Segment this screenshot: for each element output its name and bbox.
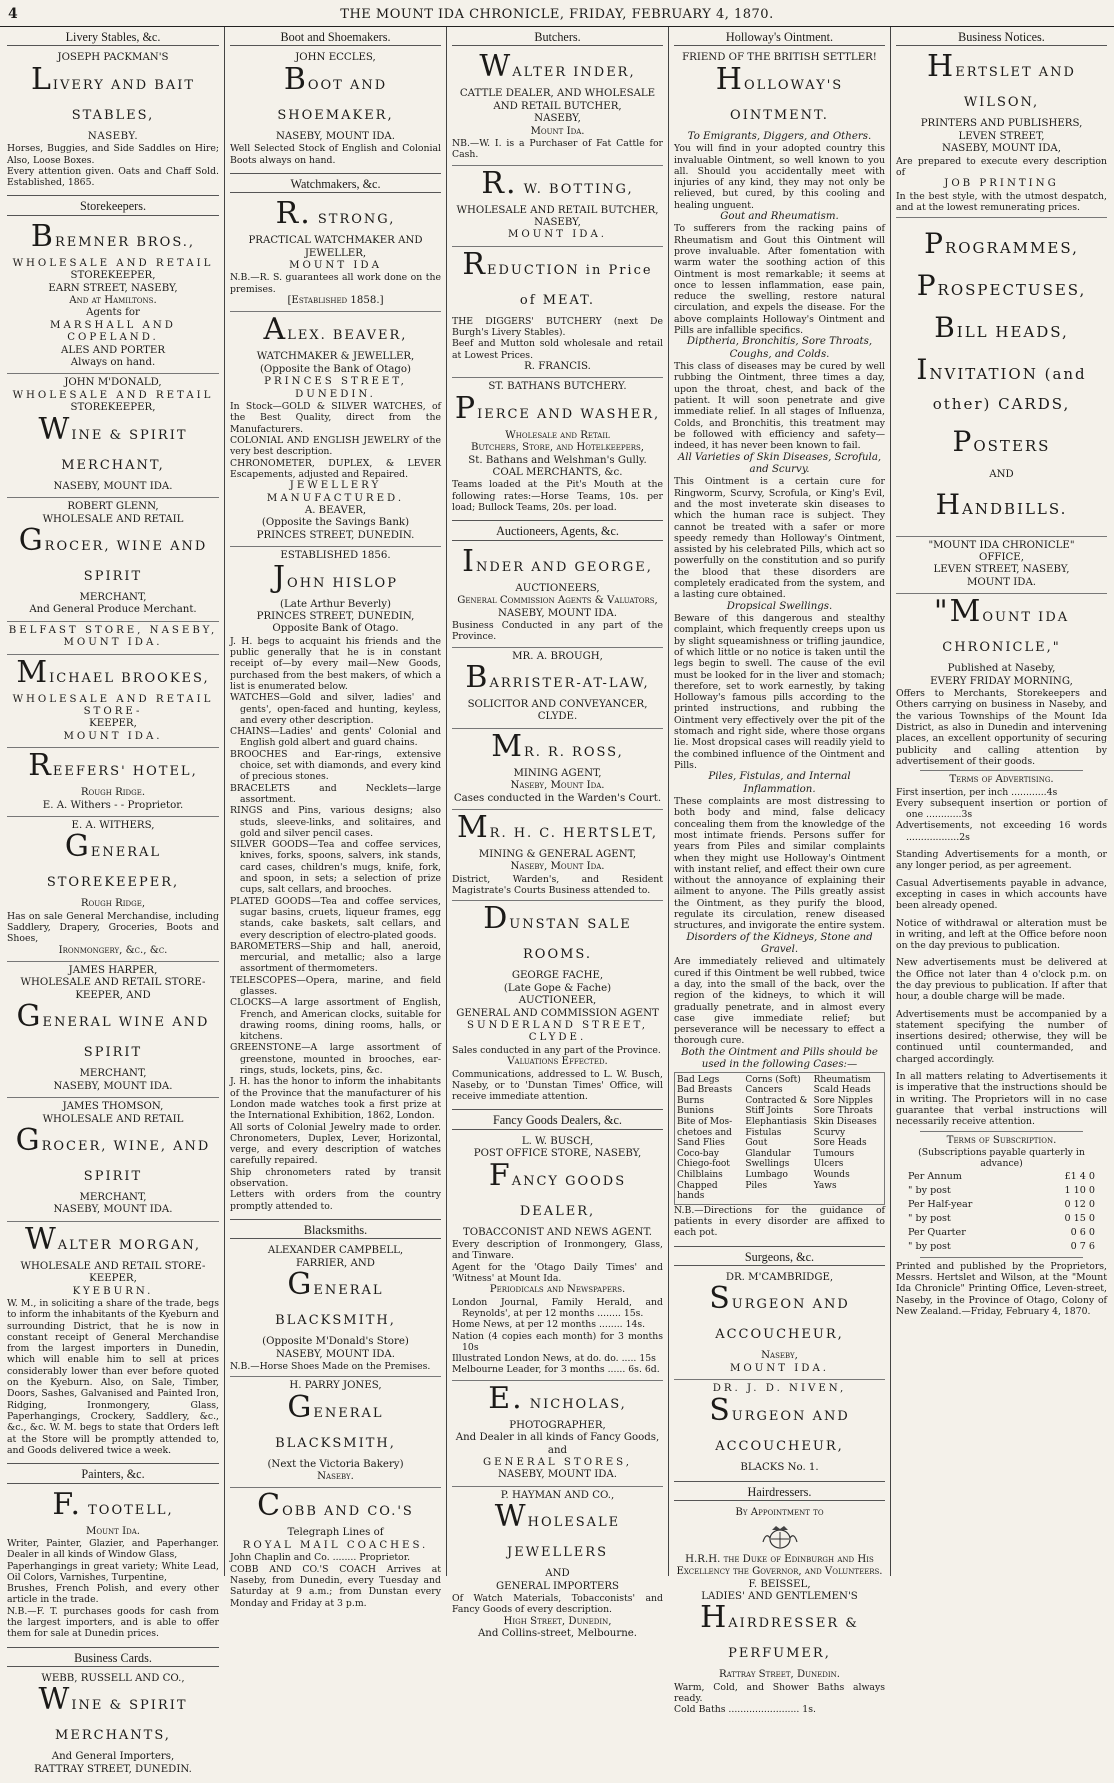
list-item: Melbourne Leader, for 3 months ...... 6s. 6d. [452,1364,660,1376]
table-cell: Tumours [813,1148,855,1159]
table-cell: Wounds [813,1169,850,1180]
list-item: BROOCHES and Ear-rings, extensive choice, set with diamonds, and every kind of precious stones. [230,748,441,783]
subscription-row: Per Annum £1 4 0 [908,1170,1095,1182]
section-heading: Business Cards. [7,1652,219,1667]
table-cell: Lumbago [745,1169,788,1180]
table-cell: Contracted & [745,1095,808,1106]
table-cell: Corns (Soft) [745,1074,801,1085]
page-header [0,0,1114,27]
table-cell: Chapped hands [677,1180,718,1202]
column-3 [446,27,668,1639]
advert: By Appointment to H.R.H. the Duke of Edinburgh and His Excellency the Governor, and Volunteers. F. BEISSEL, LADIES' AND GENTLEMEN'S HAIRDRESSER & PERFUMER, Rattray Street, Dunedin. Warm, Cold, and Shower Baths always ready. Cold Baths ........................ 1s. [674,1507,885,1716]
table-cell: Chilblains [677,1169,723,1180]
list-item: BRACELETS and Necklets—large assortment. [230,782,441,805]
section-heading: Painters, &c. [7,1468,219,1483]
list-item: Home News, at per 12 months ........ 14s. [452,1319,646,1331]
surgeons-section [674,1246,885,1481]
advert: DUNSTAN SALE ROOMS. GEORGE FACHE, (Late Gope & Fache) AUCTIONEER, GENERAL AND COMMISSION AGENT SUNDERLAND STREET, CLYDE. Sales conducted in any part of the Province. Valuations Effected. Communications, addressed to L. W. Busch, Naseby, or to 'Dunstan Times' Office, will receive immediate attention. [452,900,663,1106]
table-cell: Bunions [677,1106,714,1117]
table-cell: Scurvy [813,1127,846,1138]
table-cell: Elephantiasis [745,1116,807,1127]
advert: JOHN ECCLES, BOOT AND SHOEMAKER, NASEBY, MOUNT IDA. Well Selected Stock of English and Colonial Boots always on hand. [230,52,441,166]
table-cell: Glandular [745,1148,791,1159]
advert: MR. H. C. HERTSLET, MINING & GENERAL AGENT, Naseby, Mount Ida. District, Warden's, and Resident Magistrate's Courts Business attended to. [452,809,663,900]
advert: JAMES HARPER, WHOLESALE AND RETAIL STORE-KEEPER, AND GENERAL WINE AND SPIRIT MERCHANT, NASEBY, MOUNT IDA. [7,961,219,1097]
column-2 [224,27,446,1609]
table-cell: Sore Throats [813,1106,873,1117]
advert: FRIEND OF THE BRITISH SETTLER! HOLLOWAY'S OINTMENT. To Emigrants, Diggers, and Others. You will find in your adopted country this invaluable Ointment, so well known to you all. Should you accidentally meet with injuries of any kind, they may not only be relieved, but cured, by this cooling and healing unguent. Gout and Rheumatism. To sufferers from the racking pains of Rheumatism and Gout this Ointment will prove invaluable. After fomentation with warm water the soothing action of this Ointment is most remarkable; it seems at once to lessen inflammation, ease pain, reduce the swelling, restore natural circulation, and expels the disease. For the above complaints Holloway's Ointment and Pills are infallible specifics. Diptheria, Bronchitis, Sore Throats, Coughs, and Colds. This class of diseases may be cured by well rubbing the Ointment, three times a day, upon the throat, chest, and back of the patient. It will soon penetrate and give immediate relief. In all stages of Influenza, Colds, and Bronchitis, this treatment may be followed with efficiency and safety—indeed, it has never been known to fail. All Varieties of Skin Diseases, Scrofula, and Scurvy. This Ointment is a certain cure for Ringworm, Scurvy, Scrofula, or King's Evil, and the most inveterate skin diseases to which the human race is subject. They cannot be treated with a safer or more speedy remedy than Holloway's Ointment, assisted by his celebrated Pills, which act so powerfully on the constitution and so purify the blood that these disorders are completely eradicated from the system, and a lasting cure obtained. Dropsical Swellings. Beware of this dangerous and stealthy complaint, which frequently creeps upon us by slight squeamishness or trifling jaundice, of which little or no notice is taken until the legs begin to swell. The cause of the evil must be looked for in the liver and stomach; therefore, set to work earnestly, by taking Holloway's famous pills according to the printed instructions, and rubbing the Ointment very effectively over the pit of the stomach and right side, where those organs lie. Most dropsical cases will readily yield to the combined influence of the Ointment and Pills. Piles, Fistulas, and Internal Inflammation. These complaints are most distressing to both body and mind, false delicacy concealing them from the knowledge of the most intimate friends. Persons suffer for years from Piles and similar complaints when they might use Holloway's Ointment with instant relief, and effect their own cure without the annoyance of explaining their ailment to anyone. The Pills greatly assist the Ointment, as they purify the blood, regulate its circulation, renew diseased structures, and invigorate the entire system. Disorders of the Kidneys, Stone and Gravel. Are immediately relieved and ultimately cured if this Ointment be well rubbed, twice a day, into the small of the back, over the region of the kidneys, to which it will gradually penetrate, and in almost every case give immediate relief; but perseverance will be necessary to effect a thorough cure. Both the Ointment and Pills should be used in the following Cases:— Bad Legs Corns (Soft) Rheumatism Bad Breasts Cancers Scald Heads Burns Contracted & Sore Nipples Bunions Stiff Joints Sore Throats Bite of Mos- Elephantiasis Skin Diseases chetoes and Fistulas Scurvy Sand Flies Gout Sore Heads Coco-bay Glandular Tumours Chiego-foot Swellings Ulcers Chilblains Lumbago Wounds Chapped hands Piles Yaws N.B.—Directions for the guidance of patients in every disorder are affixed to each pot. [674,52,885,1239]
table-cell: Gout [745,1138,768,1149]
advert: ROBERT GLENN, WHOLESALE AND RETAIL GROCER, WINE AND SPIRIT MERCHANT, And General Produce Merchant. [7,497,219,621]
advert: ALEX. BEAVER, WATCHMAKER & JEWELLER, (Opposite the Bank of Otago) PRINCES STREET, DUNEDIN. In Stock—GOLD & SILVER WATCHES, of the Best Quality, direct from the Manufacturers. COLONIAL AND ENGLISH JEWELRY of the very best description. CHRONOMETER, DUPLEX, & LEVER Escapements, adjusted and Repaired. JEWELLERY MANUFACTURED. A. BEAVER, (Opposite the Savings Bank) PRINCES STREET, DUNEDIN. [230,311,441,546]
advert: DR. J. D. NIVEN, SURGEON AND ACCOUCHEUR, BLACKS No. 1. [674,1379,885,1478]
section-heading: Blacksmiths. [230,1224,441,1239]
column-1 [2,27,224,1775]
painters-section [7,1463,219,1646]
ailments-table [674,1072,885,1205]
table-cell: chetoes and [677,1127,732,1138]
boot-section [230,27,441,173]
subscription-row: " by post 1 10 0 [908,1184,1095,1196]
advert: MR. R. ROSS, MINING AGENT, Naseby, Mount Ida. Cases conducted in the Warden's Court. [452,728,663,809]
fancy-goods-section [452,1109,663,1647]
table-cell: Fistulas [745,1127,782,1138]
page-number: 4 [8,6,18,22]
running-title: THE MOUNT IDA CHRONICLE, FRIDAY, FEBRUARY 4, 1870. [340,7,774,22]
subscription-row: Per Half-year 0 12 0 [908,1198,1095,1210]
section-heading: Business Notices. [896,31,1107,46]
table-cell: Bad Legs [677,1074,720,1085]
list-item: RINGS and Pins, various designs; also studs, sleeve-links, and solitaires, and gold and silver pencil cases. [230,805,441,839]
advert: WEBB, RUSSELL AND CO., WINE & SPIRIT MERCHANTS, And General Importers, RATTRAY STREET, DUNEDIN. [34,1673,192,1775]
advert: INDER AND GEORGE, AUCTIONEERS, General Commission Agents & Valuators, NASEBY, MOUNT IDA. Business Conducted in any part of the Province. [452,543,663,643]
advert: F. TOOTELL, Mount Ida. Writer, Painter, Glazier, and Paperhanger. Dealer in all kinds of Window Glass, Paperhangings in great variety; White Lead, Oil Colors, Varnishes, Turpentine, Brushes, French Polish, and every other article in the trade. N.B.—F. T. purchases goods for cash from the largest importers, and is able to offer them for sale at Dunedin prices. [7,1486,219,1640]
hairdressers-section [674,1481,885,1723]
advert: REDUCTION in Price of MEAT. THE DIGGERS' BUTCHERY (next De Burgh's Livery Stables). Beef and Mutton sold wholesale and retail at Lowest Prices. R. FRANCIS. [452,246,663,378]
table-cell: Ulcers [813,1159,844,1170]
table-cell: Cancers [745,1085,783,1096]
table-cell: Chiego-foot [677,1159,730,1170]
business-notices-section [896,27,1107,1324]
table-cell: Scald Heads [813,1085,871,1096]
table-cell: Yaws [813,1180,837,1191]
section-heading: Boot and Shoemakers. [230,31,441,46]
list-item: London Journal, Family Herald, and Reynolds', at per 12 months ........ 15s. [452,1296,663,1319]
holloway-section [674,27,885,1246]
section-heading: Butchers. [452,31,663,46]
advert: BELFAST STORE, NASEBY, MOUNT IDA. [7,621,219,654]
section-heading: Holloway's Ointment. [674,31,885,46]
list-item: Nation (4 copies each month) for 3 months 10s [452,1330,663,1353]
advert: DR. M'CAMBRIDGE, SURGEON AND ACCOUCHEUR, Naseby, MOUNT IDA. [709,1272,850,1374]
table-cell: Stiff Joints [745,1106,794,1117]
table-cell: Bite of Mos- [677,1116,733,1127]
table-cell: Rheumatism [813,1074,871,1085]
table-cell: Swellings [745,1159,790,1170]
advert: ALEXANDER CAMPBELL, FARRIER, AND GENERAL BLACKSMITH, (Opposite M'Donald's Store) NASEBY, MOUNT IDA. N.B.—Horse Shoes Made on the Premises. [230,1245,431,1372]
advert: BREMNER BROS., WHOLESALE AND RETAIL STOREKEEPER, EARN STREET, NASEBY, And at Hamiltons. Agents for MARSHALL AND COPELAND. ALES AND PORTER Always on hand. [12,218,214,369]
section-heading: Auctioneers, Agents, &c. [452,525,663,540]
section-heading: Hairdressers. [674,1486,885,1501]
table-cell: Skin Diseases [813,1116,877,1127]
advert: P. HAYMAN AND CO., WHOLESALE JEWELLERS AND GENERAL IMPORTERS Of Watch Materials, Tobacconists' and Fancy Goods of every description. High Street, Dunedin, And Collins-street, Melbourne. [452,1486,663,1645]
section-heading: Livery Stables, &c. [7,31,219,46]
list-item: TELESCOPES—Opera, marine, and field glasses. [230,974,441,997]
column-5 [890,27,1112,1576]
table-cell: Bad Breasts [677,1085,733,1096]
storekeepers-section [7,195,219,1463]
imprint: Printed and published by the Proprietors, Messrs. Hertslet and Wilson, at the "Mount Ida Chronicle" Printing Office, Leven-street, Naseby, in the Province of Otago, Colony of New Zealand.—Friday, February 4, 1870. [896,1260,1107,1317]
advert: "MOUNT IDA CHRONICLE," Published at Naseby, EVERY FRIDAY MORNING, Offers to Merchants, Storekeepers and Others carrying on business in Naseby, and the various Townships of the Mount Ida District, as also in Dunedin and intervening places, an excellent opportunity of securing publicity and calling attention by advertisement of their goods. Terms of Advertising. First insertion, per inch ............4s Every subsequent insertion or portion of one ............3s Advertisements, not exceeding 16 words ..................2s Standing Advertisements for a month, or any longer period, as per agreement. Casual Advertisements payable in advance, excepting in cases in which accounts have been already opened. Notice of withdrawal or alteration must be in writing, and left at the Office before noon on the day previous to publication. New advertisements must be delivered at the Office not later than 4 o'clock p.m. on the day previous to publication. If after that hour, a double charge will be made. Advertisements must be accompanied by a statement specifying the number of insertions desired; otherwise, they will be continued until countermanded, and charged accordingly. In all matters relating to Advertisements it is imperative that the instructions should be in writing. The Proprietors will in no case guarantee that verbal instructions will necessarily receive attention. Terms of Subscription. (Subscriptions payable quarterly in advance) Per Annum £1 4 0 " by post 1 10 0 Per Half-year 0 12 0 " by post 0 15 0 Per Quarter 0 6 0 " by post 0 7 6 Printed and published by the Proprietors, Messrs. Hertslet and Wilson, at the "Mount Ida Chronicle" Printing Office, Leven-street, Naseby, in the Province of Otago, Colony of New Zealand.—Friday, February 4, 1870. [896,593,1107,1321]
columns [2,27,1112,1775]
table-cell: Coco-bay [677,1148,720,1159]
section-heading: Watchmakers, &c. [230,178,441,193]
table-cell: Sore Heads [813,1138,867,1149]
list-item: CLOCKS—A large assortment of English, French, and American clocks, suitable for drawing rooms, dining rooms, halls, or kitchens. [230,997,441,1043]
royal-crest-icon [760,1524,800,1550]
list-item: SILVER GOODS—Tea and coffee services, knives, forks, spoons, salvers, ink stands, card cases, children's mugs, knife, fork, and spoon, in sets; a selection of prize cups, salt cellars, and brooches. [230,839,441,896]
list-item: First insertion, per inch ............4s [896,786,1058,798]
list-item: Every subsequent insertion or portion of one ............3s [896,797,1107,821]
advert: JAMES THOMSON, WHOLESALE AND RETAIL GROCER, WINE, AND SPIRIT MERCHANT, NASEBY, MOUNT IDA. [7,1097,219,1221]
list-item: PLATED GOODS—Tea and coffee services, sugar basins, cruets, liqueur frames, egg stands, cake baskets, salt cellars, and every description of electro-plated goods. [230,895,441,941]
auctioneers-section [452,520,663,1109]
advert: "MOUNT IDA CHRONICLE" OFFICE, LEVEN STREET, NASEBY, MOUNT IDA. [896,536,1107,594]
table-cell: Piles [745,1180,768,1191]
advert: MICHAEL BROOKES, WHOLESALE AND RETAIL STORE- KEEPER, MOUNT IDA. [7,654,219,748]
list-item: Illustrated London News, at do. do. ..... 15s [452,1353,656,1365]
subscription-row: Per Quarter 0 6 0 [908,1226,1095,1238]
list-item: WATCHES—Gold and silver, ladies' and gents', open-faced and hunting, keyless, and every other description. [230,692,441,726]
section-heading: Surgeons, &c. [674,1251,885,1266]
table-cell: Sand Flies [677,1138,725,1149]
advert: R. STRONG, PRACTICAL WATCHMAKER AND JEWELLER, MOUNT IDA N.B.—R. S. guarantees all work done on the premises. [Established 1858.] [230,196,441,307]
list-item: GREENSTONE—A large assortment of greenstone, mounted in brooches, ear-rings, studs, lockets, pins, &c. [230,1042,441,1077]
business-cards-section [7,1647,219,1783]
advert: PROGRAMMES, PROSPECTUSES, BILL HEADS, INVITATION (and other) CARDS, POSTERS AND HANDBILLS. [896,217,1107,535]
advert: WALTER INDER, CATTLE DEALER, AND WHOLESALE AND RETAIL BUTCHER, NASEBY, Mount Ida. NB.—W. I. is a Purchaser of Fat Cattle for Cash. [452,49,663,161]
butchers-section [452,27,663,520]
advert: E. A. WITHERS, GENERAL STOREKEEPER, Rough Ridge, Has on sale General Merchandise, including Saddlery, Drapery, Groceries, Boots and Shoes, Ironmongery, &c., &c. [7,816,219,961]
blacksmiths-section [230,1219,441,1616]
advert: MR. A. BROUGH, BARRISTER-AT-LAW, SOLICITOR AND CONVEYANCER, CLYDE. [452,647,663,728]
list-item: CHAINS—Ladies' and gents' Colonial and English gold albert and guard chains. [230,726,441,749]
list-item: BAROMETERS—Ship and hall, aneroid, mercurial, and metallic; also a large assortment of thermometers. [230,940,441,975]
livery-section [7,27,219,195]
advert: HERTSLET AND WILSON, PRINTERS AND PUBLISHERS, LEVEN STREET, NASEBY, MOUNT IDA, Are prepared to execute every description of JOB PRINTING In the best style, with the utmost despatch, and at the lowest remunerating prices. [896,49,1107,213]
advert: REEFERS' HOTEL, Rough Ridge. E. A. Withers - - Proprietor. [7,747,219,816]
list-item: Advertisements, not exceeding 16 words ..................2s [896,820,1107,843]
watchmakers-section [230,173,441,1219]
advert: E. NICHOLAS, PHOTOGRAPHER, And Dealer in all kinds of Fancy Goods, and GENERAL STORES, NASEBY, MOUNT IDA. [452,1380,663,1486]
subscription-row: " by post 0 15 0 [908,1212,1095,1224]
advert: H. PARRY JONES, GENERAL BLACKSMITH, (Next the Victoria Bakery) Naseby. [230,1376,441,1487]
table-cell: Sore Nipples [813,1095,873,1106]
advert: JOSEPH PACKMAN'S LIVERY AND BAIT STABLES, NASEBY. Horses, Buggies, and Side Saddles on Hire; Also, Loose Boxes. Every attention given. Oats and Chaff Sold. Established, 1865. [7,52,219,189]
advert: COBB AND CO.'S Telegraph Lines of ROYAL MAIL COACHES. John Chaplin and Co. ........ Proprietor. COBB AND CO.'S COACH Arrives at Naseby, from Dunedin, every Tuesday and Saturday at 9 a.m.; from Dunstan every Monday and Friday at 3 p.m. [230,1487,441,1612]
advert: L. W. BUSCH, POST OFFICE STORE, NASEBY, FANCY GOODS DEALER, TOBACCONIST AND NEWS AGENT. Every description of Ironmongery, Glass, and Tinware. Agent for the 'Otago Daily Times' and 'Witness' at Mount Ida. Periodicals and Newspapers. London Journal, Family Herald, and Reynolds', at per 12 months ........ 15s. Home News, at per 12 months ........ 14s. Nation (4 copies each month) for 3 months 10s Illustrated London News, at do. do. ..... 15s Melbourne Leader, for 3 months ...... 6s. 6d. [452,1135,663,1376]
advert: JOHN M'DONALD, WHOLESALE AND RETAIL STOREKEEPER, WINE & SPIRIT MERCHANT, NASEBY, MOUNT IDA. [7,373,219,497]
column-4 [668,27,890,1716]
advert: ST. BATHANS BUTCHERY. PIERCE AND WASHER, Wholesale and Retail Butchers, Store, and Hotelkeepers, St. Bathans and Welshman's Gully. COAL MERCHANTS, &c. Teams loaded at the Pit's Mouth at the following rates:—Horse Teams, 10s. per load; Bullock Teams, 20s. per load. [452,377,663,517]
section-heading: Fancy Goods Dealers, &c. [452,1114,663,1129]
table-cell: Burns [677,1095,705,1106]
advert: ESTABLISHED 1856. JOHN HISLOP (Late Arthur Beverly) PRINCES STREET, DUNEDIN, Opposite Bank of Otago. J. H. begs to acquaint his friends and the public generally that he is in constant receipt of—by every mail—New Goods, purchased from the best makers, of which a list is enumerated below. WATCHES—Gold and silver, ladies' and gents', open-faced and hunting, keyless, and every other description. CHAINS—Ladies' and gents' Colonial and English gold albert and guard chains. BROOCHES and Ear-rings, extensive choice, set with diamonds, and every kind of precious stones. BRACELETS and Necklets—large assortment. RINGS and Pins, various designs; also studs, sleeve-links, and solitaires, and gold and silver pencil cases. SILVER GOODS—Tea and coffee services, knives, forks, spoons, salvers, ink stands, card cases, children's mugs, knife, fork, and spoon, in sets; a selection of prize cups, salt cellars, and brooches. PLATED GOODS—Tea and coffee services, sugar basins, cruets, liqueur frames, egg stands, cake baskets, salt cellars, and every description of electro-plated goods. BAROMETERS—Ship and hall, aneroid, mercurial, and metallic; also a large assortment of thermometers. TELESCOPES—Opera, marine, and field glasses. CLOCKS—A large assortment of English, French, and American clocks, suitable for drawing rooms, dining rooms, halls, or kitchens. GREENSTONE—A large assortment of greenstone, mounted in brooches, ear-rings, studs, lockets, pins, &c. J. H. has the honor to inform the inhabitants of the Province that the manufacturer of his London made watches took a first prize at the International Exhibition, 1862, London. All sorts of Colonial Jewelry made to order. Chronometers, Duplex, Lever, Horizontal, verge, and every description of watches carefully repaired. Ship chronometers rated by transit observation. Letters with orders from the country promptly attended to. [230,546,441,1216]
advert: R. W. BOTTING, WHOLESALE AND RETAIL BUTCHER, NASEBY, MOUNT IDA. [452,165,663,246]
subscription-row: " by post 0 7 6 [908,1240,1095,1252]
advert: WALTER MORGAN, WHOLESALE AND RETAIL STORE-KEEPER, KYEBURN. W. M., in soliciting a share of the trade, begs to inform the inhabitants of the Kyeburn and surrounding District, that he is now in constant receipt of General Merchandise from the largest importers in Dunedin, which will enable him to sell at prices considerably lower than ever before quoted on the Kyeburn. Also, on Sale, Timber, Doors, Sashes, Galvanised and Painted Iron, Ridging, Ironmongery, Glass, Paperhangings, Crockery, Saddlery, &c., &c., &c. W. M. begs to state that Orders left at the Store will be promptly attended to, and Goods delivered twice a week. [7,1221,219,1460]
section-heading: Storekeepers. [7,200,219,215]
